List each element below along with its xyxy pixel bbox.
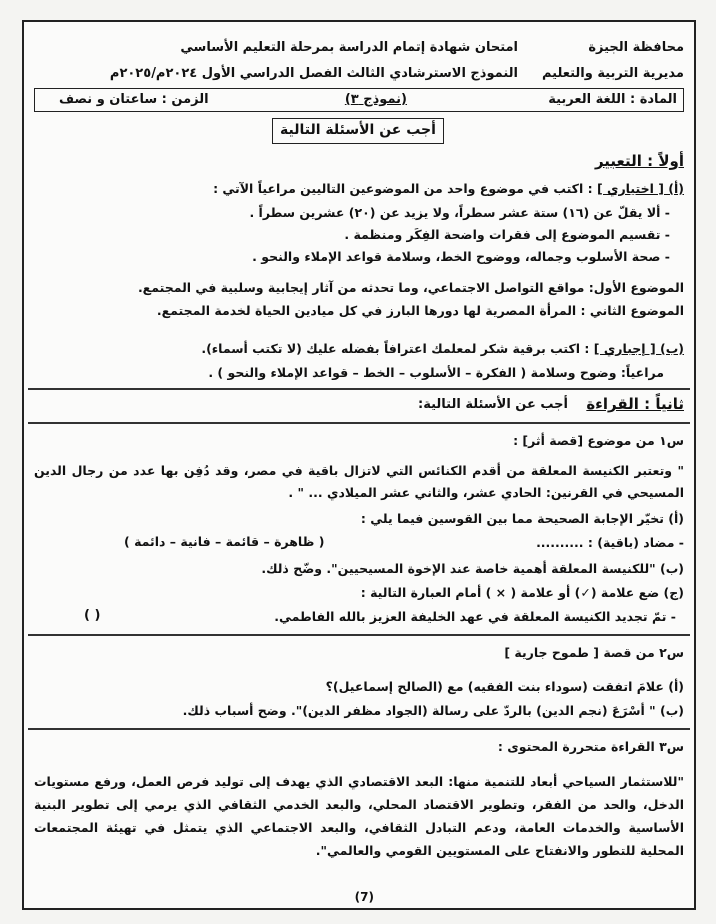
q1-c-item: - تمّ تجديد الكنيسة المعلقة في عهد الخليفة العزيز بالله الفاطمي. [274,609,676,624]
page-number: (7) [354,890,374,904]
q3-title: س٣ القراءة متحررة المحتوى : [497,739,684,754]
section1-title: أولاً : التعبير [594,152,684,170]
divider [28,422,690,424]
section1-b-rules: مراعياً: وضوح وسلامة ( الفكرة – الأسلوب – الخط – قواعد الإملاء والنحو ) . [208,365,664,380]
rule-2: - تقسيم الموضوع إلى فقرات واضحة الفِكَر ومنظمة . [344,227,670,242]
exam-title: امتحان شهادة إتمام الدراسة بمرحلة التعليم الأساسي [180,40,518,55]
q1-b: (ب) "للكنيسة المعلقة أهمية خاصة عند الإخوة المسيحيين". وضّح ذلك. [261,561,684,576]
model-number: (نموذج ٣) [344,92,407,107]
exam-page [22,20,696,910]
exam-time: الزمن : ساعتان و نصف [59,92,209,107]
section2-title: ثانياً : القراءة [586,395,684,413]
rule-3: - صحة الأسلوب وجماله، ووضوح الخط، وسلامة قواعد الإملاء والنحو . [252,249,670,264]
instruction: أجب عن الأسئلة التالية [280,122,436,138]
q2-b: (ب) " أسْرَعَ (نجم الدين) بالردّ على رسالة (الجواد مظفر الدين)". وضح أسباب ذلك. [182,703,684,718]
q2-a: (أ) علامَ اتفقت (سوداء بنت الفقيه) مع (الصالح إسماعيل)؟ [325,679,684,694]
q1-a-options: ( ظاهرة – قائمة – فانية – دائمة ) [124,534,325,549]
q1-c: (ج) ضع علامة (✓) أو علامة ( × ) أمام العبارة التالية : [360,585,684,600]
section1-b: (ب) [ إجباري ] : اكتب برقية شكر لمعلمك اعترافاً بفضله عليك (لا تكتب أسماء). [201,341,684,356]
subject-bar [34,88,684,112]
rule-1: - ألا يقلّ عن (١٦) ستة عشر سطراً، ولا يزيد عن (٢٠) عشرين سطراً . [249,205,670,220]
directorate: مديرية التربية والتعليم [541,66,684,81]
section1-a: (أ) [ اختياري ] : اكتب في موضوع واحد من الموضوعين التاليين مراعياً الآتي : [213,181,684,196]
model-term: النموذج الاسترشادي الثالث الفصل الدراسي الأول ٢٠٢٤م/٢٠٢٥م [109,66,518,81]
subject: المادة : اللغة العربية [548,92,677,107]
q1-title: س١ من موضوع [قصة أثر] : [513,433,684,448]
q1-a: (أ) تخيّر الإجابة الصحيحة مما بين القوسين فيما يلي : [360,511,684,526]
q3-passage: "للاستثمار السياحي أبعاد للتنمية منها: البعد الاقتصادي الذي يهدف إلى توليد فرص العمل، ورفع مستويات الدخل، والحد من الفقر، وتطوير الاقتصاد المحلي، والبعد الخدمي الثقافي الذي يرمي إلى تطوير البنية الأساسية والخدمات العامة، ودعم التبادل الثقافي، والبعد الاجتماعي الذي يتمثل في تهيئة المجتمعات المحلية للتطور والانفتاح على المستويين القومي والعالمي". [34,774,684,858]
topic-1: الموضوع الأول: مواقع التواصل الاجتماعي، وما تحدثه من آثار إيجابية وسلبية في المجتمع. [137,280,684,295]
topic-2: الموضوع الثاني : المرأة المصرية لها دورها البارز في كل ميادين الحياة لخدمة المجتمع. [156,303,684,318]
divider [28,634,690,636]
instruction-box [272,118,444,144]
divider [28,728,690,730]
section2-instruction: أجب عن الأسئلة التالية: [418,397,568,412]
governorate: محافظة الجيزة [588,40,684,55]
divider [28,388,690,390]
q2-title: س٢ من قصة [ طموح جارية ] [504,645,684,660]
q1-passage: " وتعتبر الكنيسة المعلقة من أقدم الكنائس التي لاتزال باقية في مصر، وقد دُفِن بها عدد من رجال الدين المسيحي في القرنين: الحادي عشر، والثاني عشر الميلادي ... " . [34,463,684,500]
answer-parentheses[interactable]: ( ) [84,608,101,623]
q1-a-item: - مضاد (باقية) : .......... [536,535,684,550]
